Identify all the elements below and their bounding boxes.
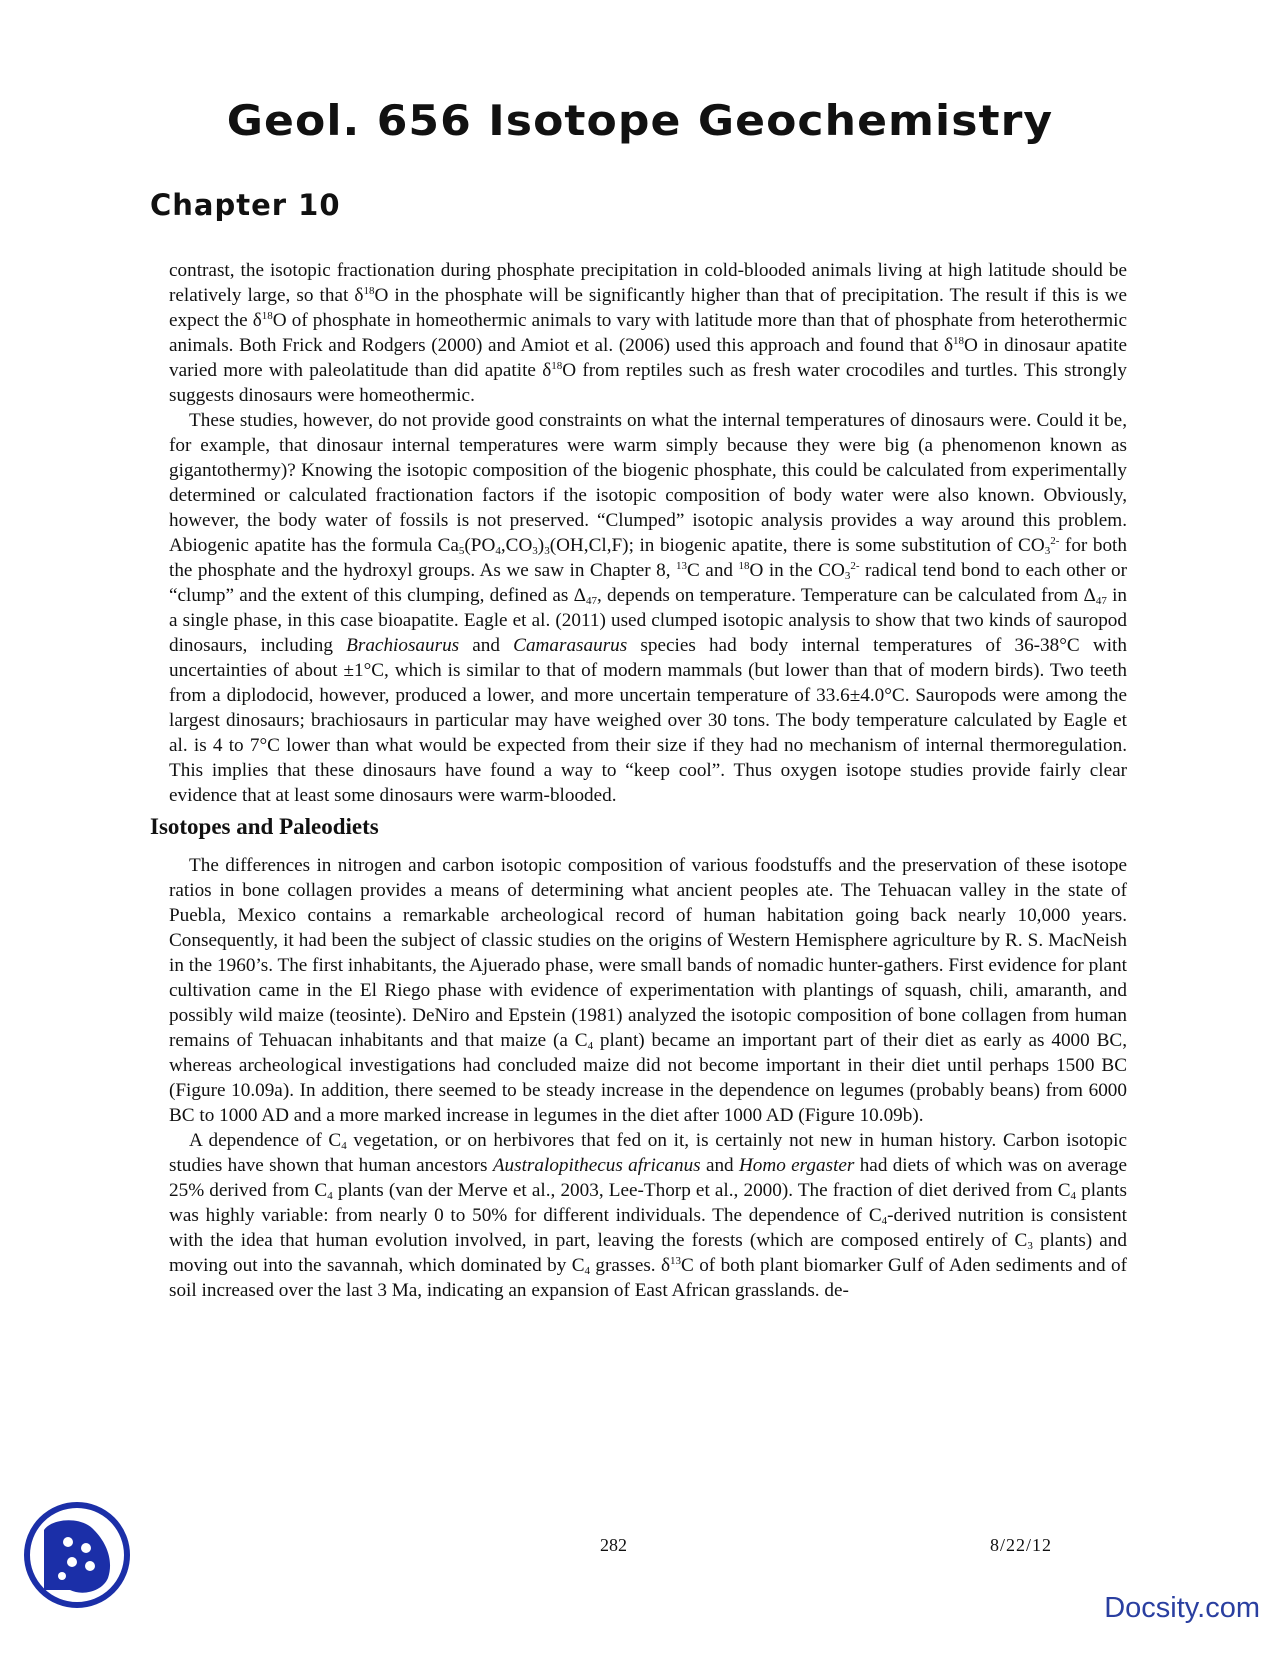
section-heading: Isotopes and Paleodiets [150, 814, 379, 839]
paragraph: The differences in nitrogen and carbon isotopic composition of various foodstuffs and the preservation of these isotope ratios in bone collagen provides a means of determining what ancient peoples ate. The Tehuacan valley in the state of Puebla, Mexico contains a remarkable archeological record of human habitation going back nearly 10,000 years. Consequently, it had been the subject of classic studies on the origins of Western Hemisphere agriculture by R. S. MacNeish in the 1960’s. The first inhabitants, the Ajuerado phase, were small bands of nomadic hunter-gathers. First evidence for plant cultivation came in the El Riego phase with evidence of experimentation with plantings of squash, chili, amaranth, and possibly wild maize (teosinte). DeNiro and Epstein (1981) analyzed the isotopic composition of bone collagen from human remains of Tehuacan inhabitants and that maize (a $C_4$ plant) became an important part of their diet as early as 4000 BC, whereas archeological investigations had concluded maize did not become important in their diet until perhaps 1500 BC (Figure 10.09a). In addition, there seemed to be steady increase in the dependence on legumes (probably beans) from 6000 BC to 1000 AD and a more marked increase in legumes in the diet after 1000 AD (Figure 10.09b). [169, 855, 1127, 1126]
paragraph: These studies, however, do not provide good constraints on what the internal temperatures of dinosaurs were. Could it be, for example, that dinosaur internal temperatures were warm simply because they were big (a phenomenon known as gigantothermy)? Knowing the isotopic composition of the biogenic phosphate, this could be calculated from experimentally determined or calculated fractionation factors if the isotopic composition of body water were also known. Obviously, however, the body water of fossils is not preserved. “Clumped” isotopic analysis provides a way around this problem. Abiogenic apatite has the formula $Ca_5(PO_4,CO_3)_3(OH,Cl,F)$; in biogenic apatite, there is some substitution of $CO_3^{2-}$ for both the phosphate and the hydroxyl groups. As we saw in Chapter 8, $^{13}$C and $^{18}$O in the $CO_3^{2-}$ radical tend bond to each other or “clump” and the extent of this clumping, defined as $\Delta_{47}$, depends on temperature. Temperature can be calculated from $\Delta_{47}$ in a single phase, in this case bioapatite. Eagle et al. (2011) used clumped isotopic analysis to show that two kinds of sauropod dinosaurs, including Brachiosaurus and Camarasaurus species had body internal temperatures of 36-38°C with uncertainties of about ±1°C, which is similar to that of modern mammals (but lower than that of modern birds). Two teeth from a diplodocid, however, produced a lower, and more uncertain temperature of 33.6±4.0°C. Sauropods were among the largest dinosaurs; brachiosaurs in particular may have weighed over 30 tons. The body temperature calculated by Eagle et al. is 4 to 7°C lower than what would be expected from their size if they had no mechanism of internal thermoregulation. This implies that these dinosaurs have found a way to “keep cool”. Thus oxygen isotope studies provide fairly clear evidence that at least some dinosaurs were warm-blooded. [169, 410, 1128, 806]
paragraph: A dependence of $C_4$ vegetation, or on herbivores that fed on it, is certainly not new in human history. Carbon isotopic studies have shown that human ancestors Australopithecus africanus and Homo ergaster had diets of which was on average 25% derived from $C_4$ plants (van der Merve et al., 2003, Lee-Thorp et al., 2000). The fraction of diet derived from $C_4$ plants was highly variable: from nearly 0 to 50% for different individuals. The dependence of $C_4$-derived nutrition is consistent with the idea that human evolution involved, in part, leaving the forests (which are composed entirely of $C_3$ plants) and moving out into the savannah, which dominated by $C_4$ grasses. $\delta^{13}C$ of both plant biomarker Gulf of Aden sediments and of soil increased over the last 3 Ma, indicating an expansion of East African grasslands. de- [169, 1130, 1127, 1301]
docsity-watermark[interactable]: Docsity.com [1104, 1592, 1260, 1624]
docsity-logo-icon[interactable] [22, 1500, 132, 1610]
chapter-heading: Chapter 10 [150, 188, 341, 222]
footer-date: 8/22/12 [990, 1535, 1053, 1555]
page-number: 282 [600, 1535, 627, 1555]
document-title: Geol. 656 Isotope Geochemistry [226, 96, 1054, 145]
paragraph: contrast, the isotopic fractionation during phosphate precipitation in cold-blooded animals living at high latitude should be relatively large, so that $\delta^{18}O$ in the phosphate will be significantly higher than that of precipitation. The result if this is we expect the $\delta^{18}O$ of phosphate in homeothermic animals to vary with latitude more than that of phosphate from heterothermic animals. Both Frick and Rodgers (2000) and Amiot et al. (2006) used this approach and found that $\delta^{18}O$ in dinosaur apatite varied more with paleolatitude than did apatite $\delta^{18}O$ from reptiles such as fresh water crocodiles and turtles. This strongly suggests dinosaurs were homeothermic. [169, 260, 1128, 406]
document-body [150, 258, 1128, 1303]
